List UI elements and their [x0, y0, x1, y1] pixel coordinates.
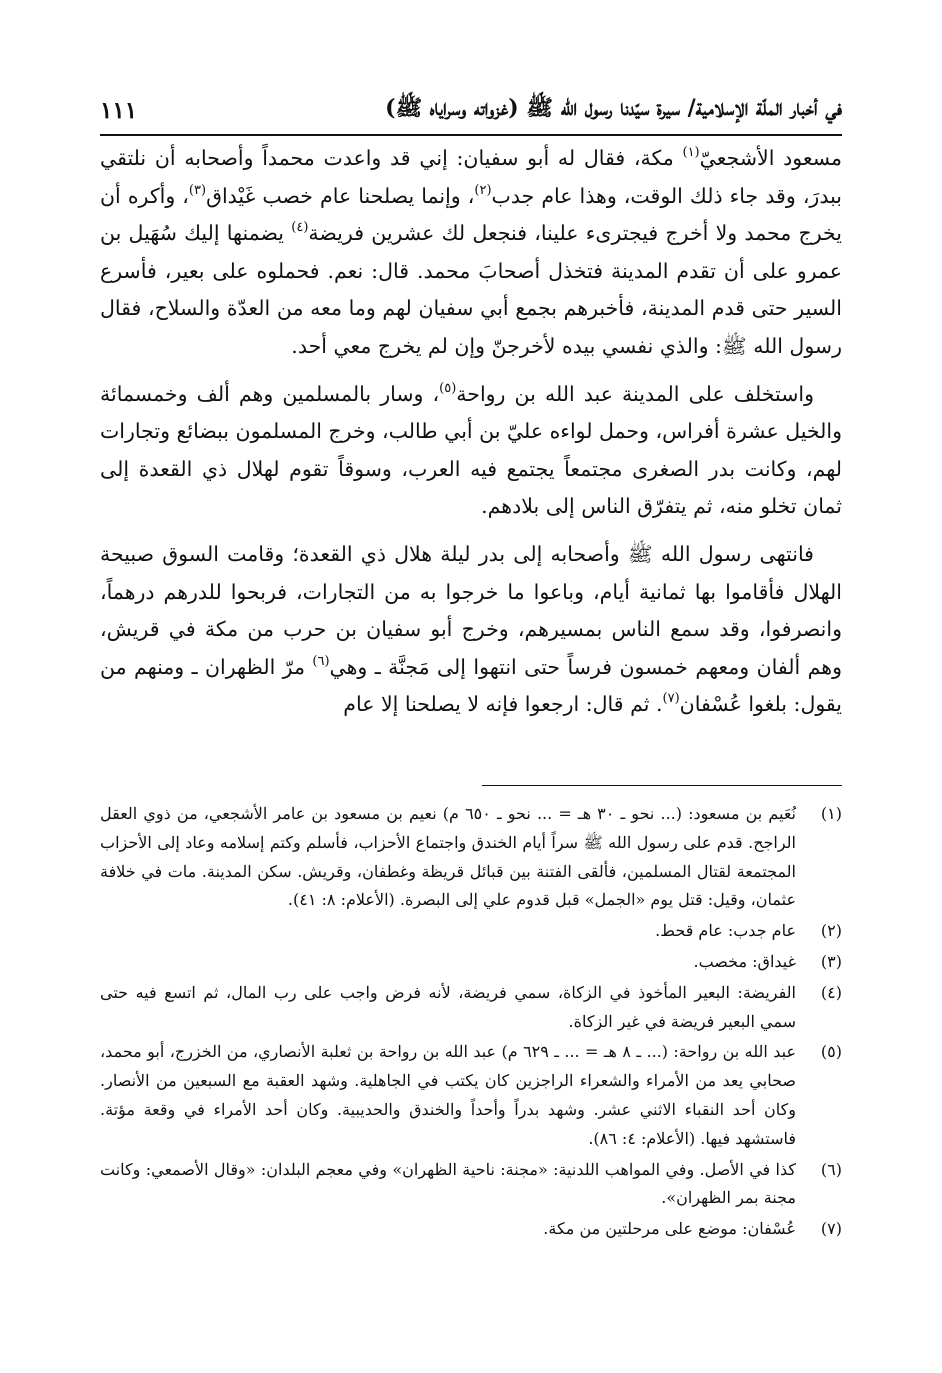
- page-header: [100, 88, 842, 132]
- footnote: [100, 800, 842, 915]
- footnote-number: (١): [820, 804, 842, 823]
- footnotes: [100, 800, 842, 1246]
- footnote-text: عام جدب: عام قحط.: [655, 921, 796, 941]
- page-number: ١١١: [100, 96, 138, 124]
- footnote-text: عبد الله بن رواحة: (... ـ ٨ هـ = ... ـ ٦٢٩ م) عبد الله بن رواحة بن ثعلبة الأنصاري، من الخزرج، أبو محمد، صحابي يعد من الأمراء والشعراء الراجزين كان يكتب في الجاهلية. وشهد العقبة مع السبعين من الأنصار. وكان أحد النقباء الاثني عشر. وشهد بدراً وأحداً والخندق والحديبية. وكان أحد الأمراء في وقعة مؤتة. فاستشهد فيها. (الأعلام: ٤: ٨٦).: [100, 1042, 797, 1148]
- footnote: [100, 917, 842, 946]
- footnote-number: (٦): [820, 1159, 842, 1179]
- footnote-text: غيداق: مخصب.: [693, 951, 796, 971]
- footnote-text: عُسْفان: موضع على مرحلتين من مكة.: [543, 1219, 796, 1239]
- footnote-ref-4: (٤): [291, 220, 309, 236]
- footnote-number: (٢): [820, 921, 842, 941]
- footnote-number: (٥): [820, 1042, 842, 1062]
- paragraph-3: فانتهى رسول الله ﷺ وأصحابه إلى بدر ليلة هلال ذي القعدة؛ وقامت السوق صبيحة الهلال فأقاموا بها ثمانية أيام، وباعوا ما خرجوا به من التجارات، فربحوا للدرهم درهماً، وانصرفوا، وقد سمع الناس بمسيرهم، وخرج أبو سفيان بن حرب من مكة في قريش، وهم ألفان ومعهم خمسون فرساً حتى انتهوا إلى مَجنَّة ـ وهي$^{(٦)}$ مرّ الظهران ـ ومنهم من يقول: بلغوا عُسْفان$^{(٧)}$. ثم قال: ارجعوا فإنه لا يصلحنا إلا عام: [100, 541, 842, 717]
- footnote-text: كذا في الأصل. وفي المواهب اللدنية: «مجنة: ناحية الظهران» وفي معجم البلدان: «وقال الأصمعي: وكانت مجنة بمر الظهران».: [100, 1159, 796, 1208]
- footnote-ref-1: (١): [682, 145, 700, 160]
- footnote-ref-7: (٧): [662, 691, 680, 707]
- footnote-ref-5: (٥): [439, 380, 457, 396]
- paragraph-1: مسعود الأشجعيّ$^{(١)}$ مكة، فقال له أبو سفيان: إني قد واعدت محمداً وأصحابه أن نلتقي ببدرَ، وقد جاء ذلك الوقت، وهذا عام جدب$^{(٢)}$، وإنما يصلحنا عام خصب غَيْداق$^{(٣)}$، وأكره أن يخرج محمد ولا أخرج فيجترىء علينا، فنجعل لك عشرين فريضة$^{(٤)}$ يضمنها إليك سُهَيل بن عمرو على أن تقدم المدينة فتخذل أصحابَ محمد. قال: نعم. فحملوه على بعير، فأسرع السير حتى قدم المدينة، فأخبرهم بجمع أبي سفيان لهم وما معه من العدّة والسلاح، فقال رسول الله ﷺ: والذي نفسي بيده لأخرجنّ وإن لم يخرج معي أحد.: [100, 145, 842, 358]
- footnote: [100, 1215, 842, 1244]
- footnote-number: (٣): [820, 951, 842, 971]
- main-text: [100, 140, 842, 734]
- footnote-ref-2: (٢): [474, 182, 492, 198]
- footnote-divider: [482, 785, 842, 786]
- paragraph-2: واستخلف على المدينة عبد الله بن رواحة$^{(٥)}$، وسار بالمسلمين وهم ألف وخمسمائة والخيل عشرة أفراس، وحمل لواءه عليّ بن أبي طالب، وخرج المسلمون ببضائع وتجارات لهم، وكانت بدر الصغرى مجتمعاً يجتمع فيه العرب، وسوقاً تقوم لهلال ذي القعدة إلى ثمان تخلو منه، ثم يتفرّق الناس إلى بلادهم.: [99, 380, 842, 519]
- footnote-number: (٧): [820, 1219, 842, 1239]
- footnote: [100, 1156, 842, 1214]
- footnote-text: نُعَيم بن مسعود: (... نحو ـ ٣٠ هـ = ... نحو ـ ٦٥٠ م) نعيم بن مسعود بن عامر الأشجعي، من ذوي العقل الراجح. قدم على رسول الله ﷺ سراً أيام الخندق واجتماع الأحزاب، فأسلم وكتم إسلامه وعاد إلى الأحزاب المجتمعة لقتال المسلمين، فألقى الفتنة بين قبائل قريظة وغطفان، وقريش. سكن المدينة. مات في خلافة عثمان، وقيل: قتل يوم «الجمل» قبل قدوم علي إلى البصرة. (الأعلام: ٨: ٤١).: [100, 804, 797, 910]
- footnote-ref-3: (٣): [188, 182, 207, 198]
- footnote: [100, 948, 842, 977]
- footnote-text: الفريضة: البعير المأخوذ في الزكاة، سمي فريضة، لأنه فرض واجب على رب المال، ثم اتسع فيه حتى سمي البعير فريضة في غير الزكاة.: [100, 982, 796, 1031]
- running-title: في أخبار الملّة الإسلامية/ سيرة سيّدنا رسول الله ﷺ (غزواته وسراياه ﷺ): [385, 95, 842, 121]
- footnote: [100, 1038, 842, 1153]
- footnote: [100, 979, 842, 1037]
- header-divider: [100, 134, 842, 136]
- footnote-number: (٤): [820, 982, 842, 1002]
- footnote-ref-6: (٦): [312, 653, 330, 669]
